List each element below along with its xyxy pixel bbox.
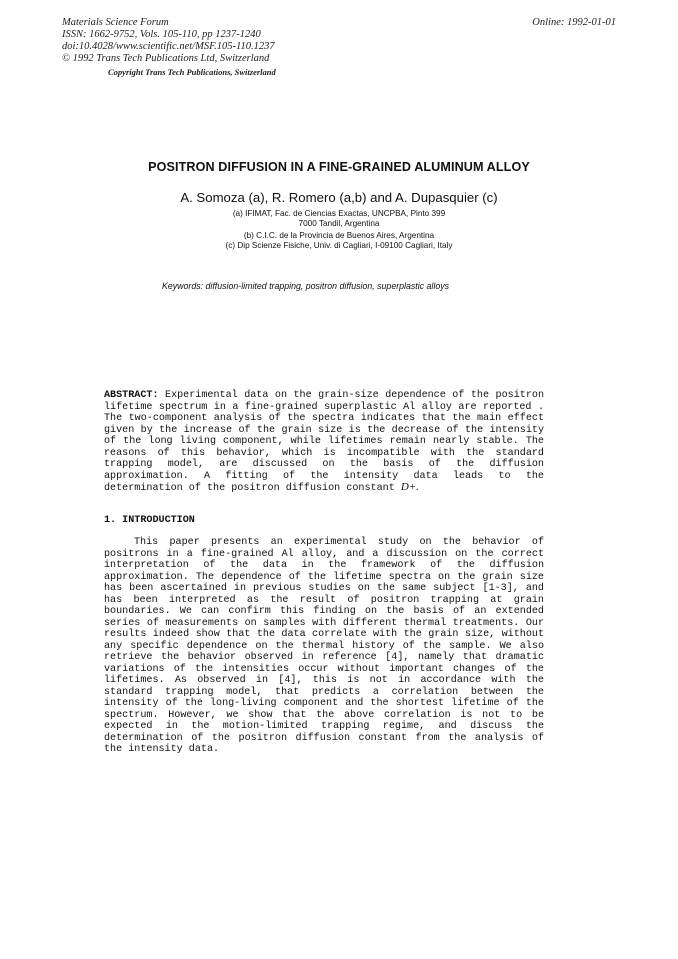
- abstract-label: ABSTRACT:: [104, 390, 159, 401]
- online-date: Online: 1992-01-01: [532, 17, 616, 28]
- abstract: [104, 390, 544, 495]
- issn-line: ISSN: 1662-9752, Vols. 105-110, pp 1237-1240: [62, 29, 261, 40]
- affiliation-c: (c) Dip Scienze Fisiche, Univ. di Cagliari, I-09100 Cagliari, Italy: [225, 241, 453, 250]
- doi-line: doi:10.4028/www.scientific.net/MSF.105-110.1237: [62, 41, 275, 52]
- affiliation-b: (b) C.I.C. de la Provincia de Buenos Aires, Argentina: [243, 231, 435, 240]
- journal-name: Materials Science Forum: [62, 17, 169, 28]
- paper-title: POSITRON DIFFUSION IN A FINE-GRAINED ALUMINUM ALLOY: [148, 160, 530, 174]
- paper-authors: A. Somoza (a), R. Romero (a,b) and A. Dupasquier (c): [180, 190, 498, 205]
- affiliation-a-city: 7000 Tandil, Argentina: [298, 219, 380, 228]
- keywords: Keywords: diffusion-limited trapping, positron diffusion, superplastic alloys: [162, 281, 450, 291]
- journal-header: [62, 17, 275, 65]
- publisher-line: © 1992 Trans Tech Publications Ltd, Switzerland: [62, 53, 270, 64]
- affiliation-a: (a) IFIMAT, Fac. de Ciencias Exactas, UNCPBA, Pinto 399: [232, 209, 446, 218]
- section-heading-introduction: 1. INTRODUCTION: [104, 515, 195, 526]
- copyright-notice: Copyright Trans Tech Publications, Switzerland: [108, 67, 276, 77]
- abstract-text: Experimental data on the grain-size dependence of the positron lifetime spectrum in a fine-grained superplastic Al alloy are reported . The two-component analysis of the spectra indicates that the main effect given by the increase of the grain size is the decrease of the intensity of the long living component, while lifetimes remain nearly stable. The reasons of this behavior, which is incompatible with the standard trapping model, are discussed on the basis of the diffusion approximation. A fitting of the intensity data leads to the determination of the positron diffusion constant: [104, 390, 544, 494]
- introduction-paragraph: This paper presents an experimental study on the behavior of positrons in a fine-grained Al alloy, and a discussion on the correct interpretation of the data in the framework of the diffusion approximation. The dependence of the lifetime spectra on the grain size has been ascertained in previous studies on the same subject [1-3], and has been interpreted as the result of positron trapping at grain boundaries. We can confirm this finding on the basis of an extended series of measurements on samples with different thermal treatments. Our results indeed show that the data correlate with the grain size, without any specific dependence on the thermal history of the sample. We also retrieve the behavior observed in reference [4], namely that dramatic variations of the intensities occur without important changes of the lifetimes. As observed in [4], this is not in accordance with the standard trapping model, that predicts a correlation between the intensity of the long-living component and the shortest lifetime of the spectrum. However, we show that the above correlation is not to be expected in the motion-limited trapping regime, and discuss the determination of the positron diffusion constant from the analysis of the intensity data.: [104, 537, 544, 755]
- diffusion-constant-symbol: D+.: [400, 481, 419, 493]
